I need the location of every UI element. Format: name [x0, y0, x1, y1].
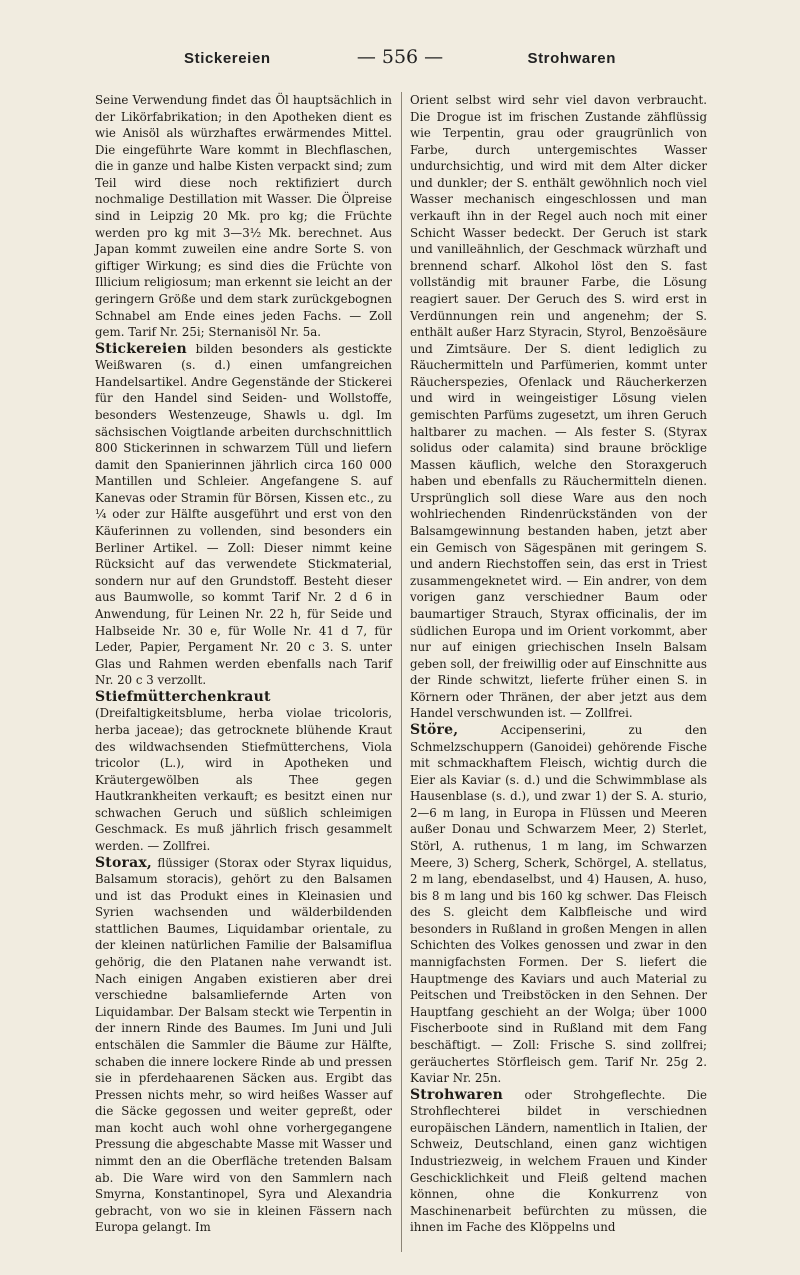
entry-text: bilden besonders als gestickte Weißwaren (s. d.) einen umfangreichen Handelsartikel. Andre Gegenstände der Stickerei für den Handel sind Seiden- und Wollstoffe, besonders Westenzeuge, Shawls u. dgl. Im sächsischen Voigtlande arbeiten durchschnittlich 800 Stickerinnen in schwarzem Tüll und liefern damit den Spanierinnen jährlich circa 160 000 Mantillen und Schleier. Angefangene S. auf Kanevas oder Stramin für Börsen, Kissen etc., zu ¼ oder zur Hälfte ausgeführt und erst von den Käuferinnen zu vollenden, sind besonders ein Berliner Artikel. — Zoll: Dieser nimmt keine Rücksicht auf das verwendete Stickmaterial, sondern nur auf den Grundstoff. Besteht dieser aus Baumwolle, so kommt Tarif Nr. 2 d 6 in Anwendung, für Leinen Nr. 22 h, für Seide und Halbseide Nr. 30 e, für Wolle Nr. 41 d 7, für Leder, Papier, Pergament Nr. 20 c 3. S. unter Glas und Rahmen werden ebenfalls nach Tarif Nr. 20 c 3 verzollt.	[95, 341, 392, 688]
page-header	[0, 46, 800, 76]
entry-paragraph	[95, 689, 392, 855]
entry-paragraph	[410, 92, 707, 722]
entry-text: Seine Verwendung findet das Öl hauptsächlich in der Likörfabrikation; in den Apotheken dient es wie Anisöl als würzhaftes erwärmendes Mittel. Die eingeführte Ware kommt in Blechflaschen, die in ganze und halbe Kisten verpackt sind; zum Teil wird diese noch rektifiziert durch nochmalige Destillation mit Wasser. Die Ölpreise sind in Leipzig 20 Mk. pro kg; die Früchte werden pro kg mit 3—3½ Mk. berechnet. Aus Japan kommt zuweilen eine andre Sorte S. von giftiger Wirkung; es sind dies die Früchte von Illicium religiosum; man erkennt sie leicht an der geringern Größe und dem stark zurückgebognen Schnabel am Ende eines jeden Fachs. — Zoll gem. Tarif Nr. 25i; Sternanisöl Nr. 5a.	[95, 93, 392, 340]
entry-headword: Stickereien	[95, 340, 187, 357]
entry-text: oder Strohgeflechte. Die Strohflechterei bildet in verschiednen europäischen Ländern, namentlich in Italien, der Schweiz, Deutschland, einen ganz wichtigen Industriezweig, in welchem Frauen und Kinder Geschicklichkeit und Fleiß geltend machen können, ohne die Konkurrenz von Maschinenarbeit befürchten zu müssen, die ihnen im Fache des Klöppelns und	[410, 1087, 707, 1235]
left-column	[95, 92, 392, 1236]
entry-text: flüssiger (Storax oder Styrax liquidus, Balsamum storacis), gehört zu den Balsamen und ist das Produkt eines in Kleinasien und Syrien wachsenden und wälderbildenden stattlichen Baumes, Liquidambar orientale, zu der kleinen natürlichen Familie der Balsamiflua gehörig, die den Platanen nahe verwandt ist. Nach einigen Angaben existieren aber drei verschiedne balsamliefernde Arten von Liquidambar. Der Balsam steckt wie Terpentin in der innern Rinde des Baumes. Im Juni und Juli entschälen die Sammler die Bäume zur Hälfte, schaben die innere lockere Rinde ab und pressen sie in pferdehaarenen Säcken aus. Ergibt das Pressen nichts mehr, so wird heißes Wasser auf die Säcke gegossen und weiter gepreßt, oder man kocht auch wohl ohne vorhergegangene Pressung die abgeschabte Masse mit Wasser und nimmt den an die Oberfläche tretenden Balsam ab. Die Ware wird von den Sammlern nach Smyrna, Konstantinopel, Syra und Alexandria gebracht, von wo sie in kleinen Fässern nach Europa gelangt. Im	[95, 855, 392, 1235]
page-number: — 556 —	[356, 46, 444, 68]
entry-text: Accipenserini, zu den Schmelzschuppern (Ganoidei) gehörende Fische mit schmackhaftem Fleisch, wichtig durch die Eier als Kaviar (s. d.) und die Schwimmblase als Hausenblase (s. d.), und zwar 1) der S. A. sturio, 2—6 m lang, in Europa in Flüssen und Meeren außer Donau und Schwarzem Meer, 2) Sterlet, Störl, A. ruthenus, 1 m lang, im Schwarzen Meere, 3) Scherg, Scherk, Schörgel, A. stellatus, 2 m lang, ebendaselbst, und 4) Hausen, A. huso, bis 8 m lang und bis 160 kg schwer. Das Fleisch des S. gleicht dem Kalbfleische und wird besonders in Rußland in großen Mengen in allen Schichten des Volkes genossen und zwar in den mannigfachsten Formen. Der S. liefert die Hauptmenge des Kaviars und auch Material zu Peitschen und Treibstöcken in den Sehnen. Der Hauptfang geschieht an der Wolga; über 1000 Fischerboote sind in Rußland mit dem Fang beschäftigt. — Zoll: Frische S. sind zollfrei; geräuchertes Störfleisch gem. Tarif Nr. 25g 2. Kaviar Nr. 25n.	[410, 722, 707, 1086]
entry-paragraph	[95, 855, 392, 1236]
entry-headword: Stiefmütterchenkraut	[95, 688, 271, 705]
entry-text: Orient selbst wird sehr viel davon verbraucht. Die Drogue ist im frischen Zustande zähflüssig wie Terpentin, grau oder graugrünlich von Farbe, durch untergemischtes Wasser undurchsichtig, und wird mit dem Alter dicker und dunkler; der S. enthält gewöhnlich noch viel Wasser mechanisch eingeschlossen und man verkauft ihn in der Regel auch noch mit einer Schicht Wasser bedeckt. Der Geruch ist stark und vanilleähnlich, der Geschmack würzhaft und brennend scharf. Alkohol löst den S. fast vollständig mit brauner Farbe, die Lösung reagiert sauer. Der Geruch des S. wird erst in Verdünnungen rein und angenehm; der S. enthält außer Harz Styracin, Styrol, Benzoësäure und Zimtsäure. Der S. dient lediglich zu Räuchermitteln und Parfümerien, kommt unter Räucherspezies, Ofenlack und Räucherkerzen und wird in weingeistiger Lösung vielen gemischten Parfüms zugesetzt, um ihren Geruch haltbarer zu machen. — Als fester S. (Styrax solidus oder calamita) sind braune bröcklige Massen käuflich, welche den Storaxgeruch haben und ebenfalls zu Räuchermitteln dienen. Ursprünglich soll diese Ware aus den noch wohlriechenden Rindenrückständen von der Balsamgewinnung bestanden haben, jetzt aber ein Gemisch von Sägespänen mit geringem S. und andern Riechstoffen sein, das erst in Triest zusammengeknetet wird. — Ein andrer, von dem vorigen ganz verschiedner Baum oder baumartiger Strauch, Styrax officinalis, der im südlichen Europa und im Orient vorkommt, aber nur auf einigen griechischen Inseln Balsam geben soll, der freiwillig oder auf Einschnitte aus der Rinde schwitzt, lieferte früher einen S. in Körnern oder Thränen, der aber jetzt aus dem Handel verschwunden ist. — Zollfrei.	[410, 93, 707, 721]
entry-headword: Storax,	[95, 854, 152, 871]
column-divider	[401, 92, 402, 1252]
entry-text: (Dreifaltigkeitsblume, herba violae tricoloris, herba jaceae); das getrocknete blühende Kraut des wildwachsenden Stiefmütterchens, Viola tricolor (L.), wird in Apotheken und Kräutergewölben als Thee gegen Hautkrankheiten verkauft; es besitzt einen nur schwachen Geruch und süßlich schleimigen Geschmack. Es muß jährlich frisch gesammelt werden. — Zollfrei.	[95, 706, 392, 854]
right-column	[410, 92, 707, 1236]
entry-paragraph	[410, 722, 707, 1087]
entry-headword: Störe,	[410, 721, 459, 738]
running-head-left: Stickereien	[184, 50, 271, 67]
entry-headword: Strohwaren	[410, 1086, 504, 1103]
entry-paragraph	[410, 1087, 707, 1236]
running-head-right: Strohwaren	[527, 50, 616, 67]
entry-paragraph	[95, 92, 392, 341]
entry-paragraph	[95, 341, 392, 689]
